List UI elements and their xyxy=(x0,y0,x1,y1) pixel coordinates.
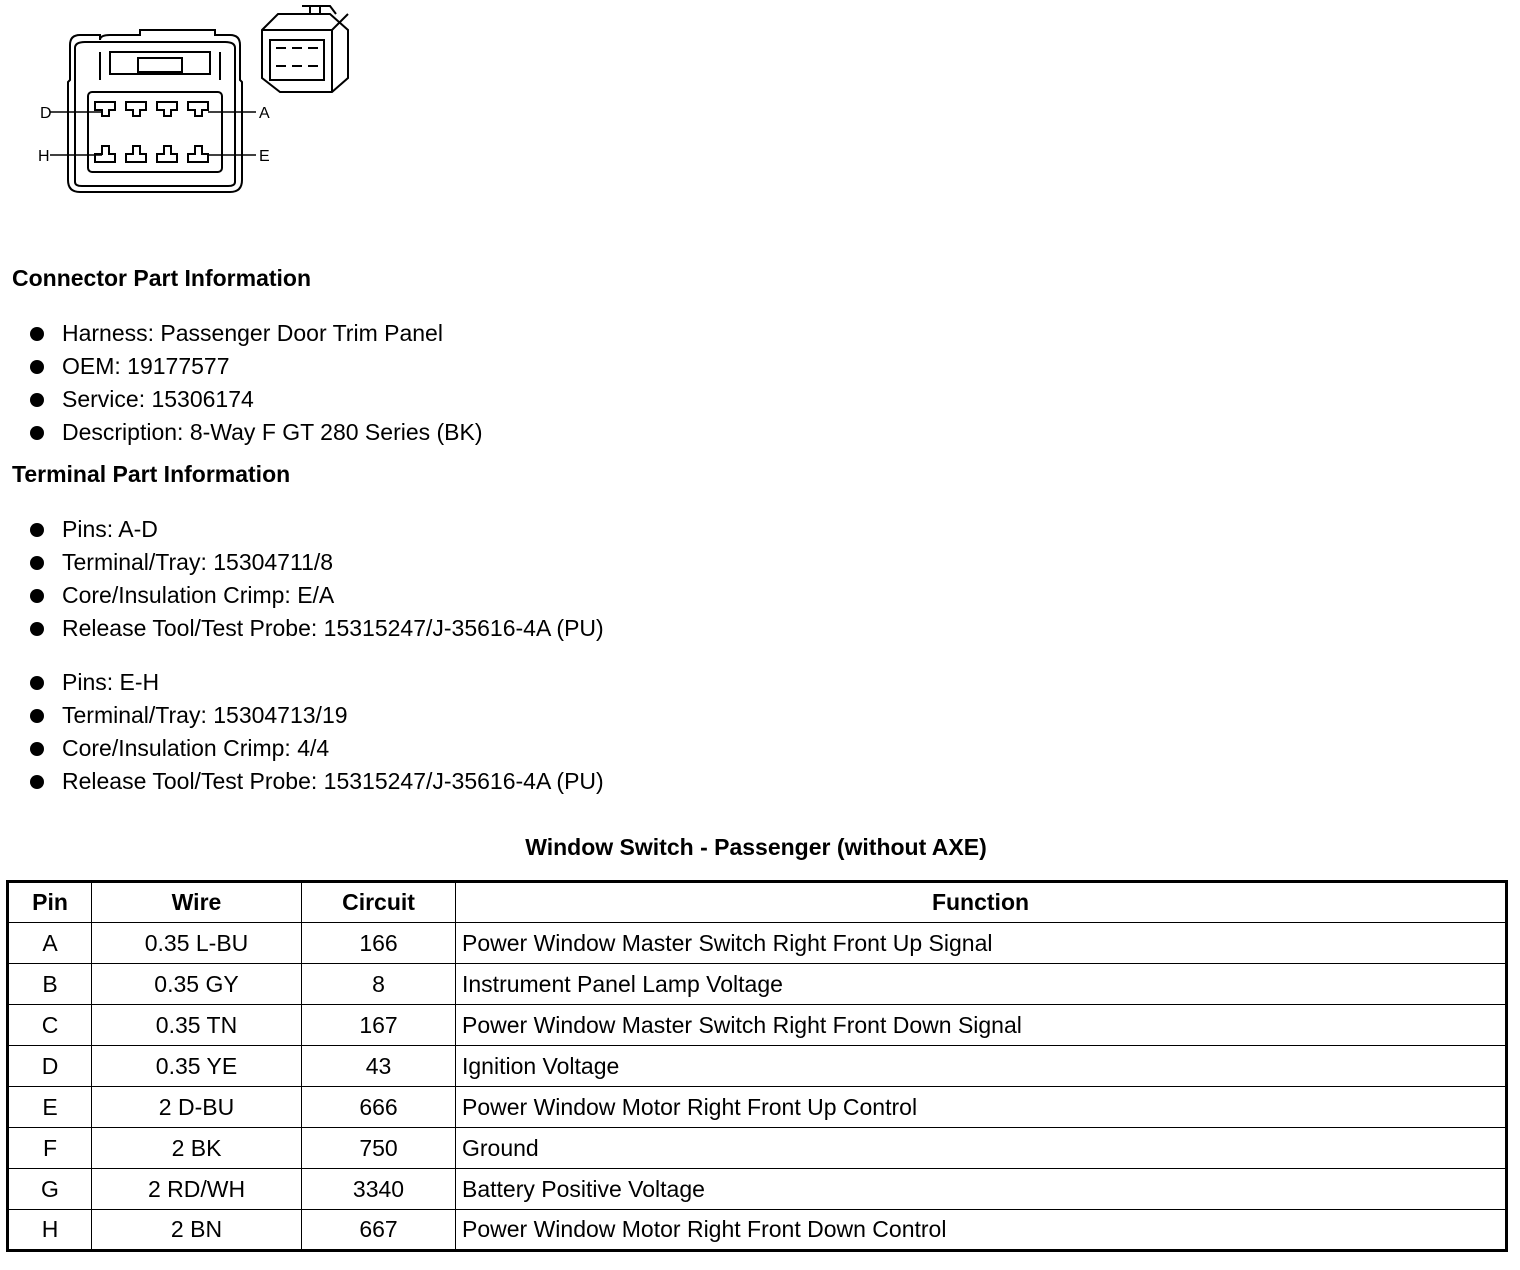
cell-pin: D xyxy=(8,1046,92,1087)
cell-circuit: 666 xyxy=(302,1087,456,1128)
header-pin: Pin xyxy=(8,882,92,923)
cell-function: Power Window Master Switch Right Front Down Signal xyxy=(456,1005,1507,1046)
table-row xyxy=(8,1128,1507,1169)
table-row xyxy=(8,923,1507,964)
header-wire: Wire xyxy=(92,882,302,923)
cell-wire: 0.35 L-BU xyxy=(92,923,302,964)
cell-function: Power Window Motor Right Front Up Control xyxy=(456,1087,1507,1128)
list-item: Terminal/Tray: 15304711/8 xyxy=(30,546,604,579)
table-row xyxy=(8,1169,1507,1210)
list-item: Service: 15306174 xyxy=(30,383,483,416)
list-item: Harness: Passenger Door Trim Panel xyxy=(30,317,483,350)
list-item: Terminal/Tray: 15304713/19 xyxy=(30,699,604,732)
cell-circuit: 667 xyxy=(302,1210,456,1251)
terminal-info-list-2 xyxy=(30,666,604,798)
cell-circuit: 43 xyxy=(302,1046,456,1087)
cell-wire: 2 RD/WH xyxy=(92,1169,302,1210)
table-row xyxy=(8,1046,1507,1087)
pin-label-a: A xyxy=(259,105,270,122)
cell-wire: 2 BN xyxy=(92,1210,302,1251)
connector-face-diagram xyxy=(30,0,370,200)
pin-label-h: H xyxy=(38,148,50,165)
list-item: Core/Insulation Crimp: E/A xyxy=(30,579,604,612)
list-item: Pins: E-H xyxy=(30,666,604,699)
cell-wire: 2 BK xyxy=(92,1128,302,1169)
cell-pin: B xyxy=(8,964,92,1005)
cell-circuit: 8 xyxy=(302,964,456,1005)
terminal-info-title: Terminal Part Information xyxy=(12,461,291,487)
cell-function: Power Window Master Switch Right Front Up Signal xyxy=(456,923,1507,964)
cell-circuit: 3340 xyxy=(302,1169,456,1210)
cell-wire: 0.35 GY xyxy=(92,964,302,1005)
terminal-info-list-1 xyxy=(30,513,604,645)
cell-function: Ground xyxy=(456,1128,1507,1169)
cell-function: Ignition Voltage xyxy=(456,1046,1507,1087)
table-row xyxy=(8,1087,1507,1128)
cell-function: Power Window Motor Right Front Down Control xyxy=(456,1210,1507,1251)
table-row xyxy=(8,964,1507,1005)
table-row xyxy=(8,1210,1507,1251)
cell-wire: 2 D-BU xyxy=(92,1087,302,1128)
list-item: Core/Insulation Crimp: 4/4 xyxy=(30,732,604,765)
cell-pin: F xyxy=(8,1128,92,1169)
cell-pin: G xyxy=(8,1169,92,1210)
pinout-table xyxy=(6,880,1508,1252)
cell-circuit: 750 xyxy=(302,1128,456,1169)
connector-info-list xyxy=(30,317,483,449)
header-circuit: Circuit xyxy=(302,882,456,923)
list-item: Release Tool/Test Probe: 15315247/J-35616-4A (PU) xyxy=(30,612,604,645)
pin-label-e: E xyxy=(259,148,270,165)
cell-function: Instrument Panel Lamp Voltage xyxy=(456,964,1507,1005)
cell-pin: C xyxy=(8,1005,92,1046)
list-item: Pins: A-D xyxy=(30,513,604,546)
cell-pin: A xyxy=(8,923,92,964)
list-item: Release Tool/Test Probe: 15315247/J-35616-4A (PU) xyxy=(30,765,604,798)
cell-circuit: 167 xyxy=(302,1005,456,1046)
table-title: Window Switch - Passenger (without AXE) xyxy=(525,834,987,860)
connector-info-title: Connector Part Information xyxy=(12,265,312,291)
cell-circuit: 166 xyxy=(302,923,456,964)
cell-function: Battery Positive Voltage xyxy=(456,1169,1507,1210)
header-function: Function xyxy=(456,882,1507,923)
cell-wire: 0.35 TN xyxy=(92,1005,302,1046)
list-item: OEM: 19177577 xyxy=(30,350,483,383)
pin-label-d: D xyxy=(40,105,52,122)
cell-wire: 0.35 YE xyxy=(92,1046,302,1087)
table-row xyxy=(8,1005,1507,1046)
cell-pin: H xyxy=(8,1210,92,1251)
cell-pin: E xyxy=(8,1087,92,1128)
list-item: Description: 8-Way F GT 280 Series (BK) xyxy=(30,416,483,449)
table-header-row xyxy=(8,882,1507,923)
